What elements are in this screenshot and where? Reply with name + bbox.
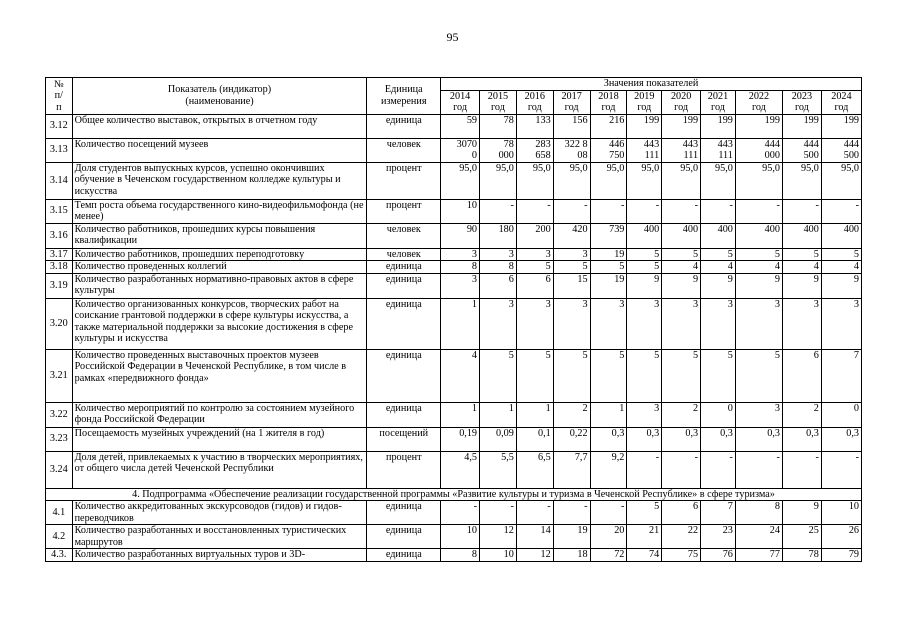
- value-cell: -: [516, 199, 553, 223]
- value-cell: 10: [441, 525, 480, 549]
- value-cell: 739: [590, 223, 627, 248]
- row-number: 3.19: [46, 273, 73, 298]
- value-cell: -: [441, 501, 480, 525]
- indicator-name: Темп роста объема государственного кино-видеофильмофонда (не менее): [72, 199, 367, 223]
- unit-cell: единица: [367, 549, 441, 562]
- value-cell: 443 111: [662, 138, 701, 162]
- value-cell: 77: [735, 549, 782, 562]
- value-cell: 180: [480, 223, 517, 248]
- year-header: 2022 год: [735, 90, 782, 114]
- indicator-name: Количество работников, прошедших переподготовку: [72, 248, 367, 261]
- value-cell: 3: [735, 298, 782, 349]
- value-cell: 444 500: [782, 138, 821, 162]
- value-cell: 400: [821, 223, 861, 248]
- value-cell: 95,0: [735, 162, 782, 199]
- value-cell: 19: [553, 525, 590, 549]
- value-cell: 133: [516, 114, 553, 138]
- value-cell: 3: [782, 298, 821, 349]
- value-cell: 95,0: [627, 162, 662, 199]
- unit-cell: единица: [367, 525, 441, 549]
- year-header: 2014 год: [441, 90, 480, 114]
- table-row: [46, 402, 862, 427]
- value-cell: 2: [782, 402, 821, 427]
- row-number: 3.20: [46, 298, 73, 349]
- table-row: [46, 223, 862, 248]
- value-cell: -: [782, 199, 821, 223]
- section-row: [46, 488, 862, 501]
- year-header: 2017 год: [553, 90, 590, 114]
- value-cell: 0,09: [480, 427, 517, 451]
- row-number: 3.21: [46, 349, 73, 402]
- value-cell: 3: [735, 402, 782, 427]
- value-cell: 5: [821, 248, 861, 261]
- value-cell: -: [701, 451, 736, 488]
- value-cell: 420: [553, 223, 590, 248]
- value-cell: 12: [480, 525, 517, 549]
- value-cell: 3: [441, 248, 480, 261]
- value-cell: 446 750: [590, 138, 627, 162]
- value-cell: 1: [516, 402, 553, 427]
- row-number: 3.12: [46, 114, 73, 138]
- value-cell: 5: [735, 248, 782, 261]
- value-cell: 400: [662, 223, 701, 248]
- value-cell: 0,3: [735, 427, 782, 451]
- value-cell: 3: [553, 298, 590, 349]
- value-cell: 3: [553, 248, 590, 261]
- value-cell: 3: [590, 298, 627, 349]
- value-cell: 5: [662, 248, 701, 261]
- value-cell: 4: [701, 261, 736, 274]
- value-cell: 78: [480, 114, 517, 138]
- year-header: 2015 год: [480, 90, 517, 114]
- value-cell: 1: [590, 402, 627, 427]
- indicator-name: Посещаемость музейных учреждений (на 1 жителя в год): [72, 427, 367, 451]
- value-cell: 1: [441, 402, 480, 427]
- unit-cell: человек: [367, 248, 441, 261]
- value-cell: 12: [516, 549, 553, 562]
- value-cell: 3: [701, 298, 736, 349]
- indicator-name: Общее количество выставок, открытых в отчетном году: [72, 114, 367, 138]
- value-cell: 3: [627, 402, 662, 427]
- value-cell: 21: [627, 525, 662, 549]
- value-cell: -: [662, 199, 701, 223]
- value-cell: 3: [662, 298, 701, 349]
- unit-cell: посещений: [367, 427, 441, 451]
- value-cell: 400: [782, 223, 821, 248]
- value-cell: 9,2: [590, 451, 627, 488]
- indicator-name: Количество организованных конкурсов, творческих работ на соискание грантовой поддержки в сфере культуры искусства, а также материальной поддержки за высокие достижения в сфере культуры и искусства: [72, 298, 367, 349]
- value-cell: 400: [701, 223, 736, 248]
- value-cell: -: [627, 199, 662, 223]
- year-header: 2018 год: [590, 90, 627, 114]
- unit-cell: человек: [367, 138, 441, 162]
- value-cell: 199: [821, 114, 861, 138]
- row-number: 3.23: [46, 427, 73, 451]
- section-title: 4. Подпрограмма «Обеспечение реализации государственной программы «Развитие культуры и туризма в Чеченской Республике» в сфере туризма»: [46, 488, 862, 501]
- value-cell: 400: [735, 223, 782, 248]
- value-cell: 7,7: [553, 451, 590, 488]
- value-cell: 0,3: [662, 427, 701, 451]
- value-cell: -: [516, 501, 553, 525]
- value-cell: 20: [590, 525, 627, 549]
- value-cell: -: [735, 199, 782, 223]
- value-cell: 0,19: [441, 427, 480, 451]
- value-cell: -: [821, 199, 861, 223]
- value-cell: 8: [441, 549, 480, 562]
- value-cell: 4: [821, 261, 861, 274]
- value-cell: 25: [782, 525, 821, 549]
- value-cell: 443 111: [701, 138, 736, 162]
- value-cell: 5: [701, 248, 736, 261]
- unit-cell: единица: [367, 501, 441, 525]
- indicator-name: Количество аккредитованных экскурсоводов (гидов) и гидов-переводчиков: [72, 501, 367, 525]
- value-cell: 26: [821, 525, 861, 549]
- table-row: [46, 273, 862, 298]
- indicator-name: Количество проведенных коллегий: [72, 261, 367, 274]
- unit-cell: процент: [367, 199, 441, 223]
- indicator-name: Количество разработанных нормативно-правовых актов в сфере культуры: [72, 273, 367, 298]
- table-row: [46, 501, 862, 525]
- value-cell: -: [480, 501, 517, 525]
- value-cell: 199: [735, 114, 782, 138]
- value-cell: 5: [735, 349, 782, 402]
- unit-cell: единица: [367, 402, 441, 427]
- value-cell: 3: [821, 298, 861, 349]
- value-cell: 8: [480, 261, 517, 274]
- value-cell: 3: [516, 298, 553, 349]
- year-header: 2023 год: [782, 90, 821, 114]
- value-cell: 444 000: [735, 138, 782, 162]
- value-cell: -: [553, 199, 590, 223]
- value-cell: 4: [662, 261, 701, 274]
- value-cell: 23: [701, 525, 736, 549]
- value-cell: 5,5: [480, 451, 517, 488]
- value-cell: 5: [627, 501, 662, 525]
- value-cell: 95,0: [441, 162, 480, 199]
- unit-cell: человек: [367, 223, 441, 248]
- value-cell: 18: [553, 549, 590, 562]
- value-cell: 6: [662, 501, 701, 525]
- table-row: [46, 114, 862, 138]
- table-row: [46, 248, 862, 261]
- unit-cell: единица: [367, 298, 441, 349]
- value-cell: 0: [701, 402, 736, 427]
- row-number: 4.2: [46, 525, 73, 549]
- unit-cell: процент: [367, 451, 441, 488]
- value-cell: -: [590, 199, 627, 223]
- value-cell: -: [735, 451, 782, 488]
- value-cell: 0,3: [590, 427, 627, 451]
- value-cell: 95,0: [701, 162, 736, 199]
- row-number: 3.18: [46, 261, 73, 274]
- value-cell: 199: [662, 114, 701, 138]
- year-header: 2019 год: [627, 90, 662, 114]
- table-row: [46, 162, 862, 199]
- indicator-name: Количество проведенных выставочных проектов музеев Российской Федерации в Чеченской Республике, в том числе в рамках «передвижного фонда»: [72, 349, 367, 402]
- year-header: 2020 год: [662, 90, 701, 114]
- header-values: Значения показателей: [441, 78, 862, 91]
- value-cell: -: [553, 501, 590, 525]
- indicators-table: [45, 77, 862, 562]
- value-cell: 200: [516, 223, 553, 248]
- value-cell: 0,3: [782, 427, 821, 451]
- value-cell: -: [701, 199, 736, 223]
- page-number: 95: [446, 30, 459, 44]
- value-cell: 4: [735, 261, 782, 274]
- value-cell: 95,0: [782, 162, 821, 199]
- value-cell: 95,0: [590, 162, 627, 199]
- table-row: [46, 549, 862, 562]
- table-row: [46, 525, 862, 549]
- value-cell: 443 111: [627, 138, 662, 162]
- value-cell: 4: [782, 261, 821, 274]
- table-row: [46, 199, 862, 223]
- row-number: 3.14: [46, 162, 73, 199]
- indicator-name: Количество работников, прошедших курсы повышения квалификации: [72, 223, 367, 248]
- value-cell: 0,3: [627, 427, 662, 451]
- value-cell: 14: [516, 525, 553, 549]
- value-cell: 5: [553, 261, 590, 274]
- table-row: [46, 261, 862, 274]
- value-cell: 59: [441, 114, 480, 138]
- header-unit: Единица измерения: [367, 78, 441, 115]
- row-number: 4.3.: [46, 549, 73, 562]
- value-cell: 24: [735, 525, 782, 549]
- value-cell: 95,0: [480, 162, 517, 199]
- year-header: 2021 год: [701, 90, 736, 114]
- unit-cell: единица: [367, 349, 441, 402]
- value-cell: 0: [821, 402, 861, 427]
- unit-cell: единица: [367, 273, 441, 298]
- value-cell: 5: [553, 349, 590, 402]
- indicator-name: Количество разработанных и восстановленных туристических маршрутов: [72, 525, 367, 549]
- value-cell: 90: [441, 223, 480, 248]
- value-cell: 5: [627, 248, 662, 261]
- value-cell: 5: [516, 261, 553, 274]
- row-number: 3.22: [46, 402, 73, 427]
- value-cell: 72: [590, 549, 627, 562]
- value-cell: 6: [516, 273, 553, 298]
- value-cell: 22: [662, 525, 701, 549]
- value-cell: 7: [821, 349, 861, 402]
- value-cell: 78: [782, 549, 821, 562]
- value-cell: 3: [480, 298, 517, 349]
- value-cell: 444 500: [821, 138, 861, 162]
- value-cell: 76: [701, 549, 736, 562]
- value-cell: 9: [782, 501, 821, 525]
- value-cell: 19: [590, 248, 627, 261]
- value-cell: 79: [821, 549, 861, 562]
- unit-cell: единица: [367, 261, 441, 274]
- value-cell: 322 8 08: [553, 138, 590, 162]
- table-row: [46, 298, 862, 349]
- value-cell: -: [782, 451, 821, 488]
- value-cell: 95,0: [553, 162, 590, 199]
- value-cell: 9: [662, 273, 701, 298]
- value-cell: 95,0: [662, 162, 701, 199]
- value-cell: 8: [735, 501, 782, 525]
- value-cell: -: [480, 199, 517, 223]
- value-cell: 9: [821, 273, 861, 298]
- value-cell: 216: [590, 114, 627, 138]
- value-cell: 6: [480, 273, 517, 298]
- value-cell: 5: [480, 349, 517, 402]
- row-number: 4.1: [46, 501, 73, 525]
- value-cell: 9: [735, 273, 782, 298]
- value-cell: 2: [662, 402, 701, 427]
- header-indicator: Показатель (индикатор) (наименование): [72, 78, 367, 115]
- value-cell: 156: [553, 114, 590, 138]
- value-cell: 5: [590, 349, 627, 402]
- value-cell: 10: [480, 549, 517, 562]
- value-cell: 5: [627, 349, 662, 402]
- value-cell: 15: [553, 273, 590, 298]
- row-number: 3.16: [46, 223, 73, 248]
- value-cell: 8: [441, 261, 480, 274]
- table-row: [46, 349, 862, 402]
- table-row: [46, 138, 862, 162]
- indicator-name: Количество посещений музеев: [72, 138, 367, 162]
- value-cell: -: [662, 451, 701, 488]
- value-cell: 0,3: [701, 427, 736, 451]
- value-cell: 95,0: [516, 162, 553, 199]
- value-cell: 199: [627, 114, 662, 138]
- unit-cell: процент: [367, 162, 441, 199]
- value-cell: 0,3: [821, 427, 861, 451]
- value-cell: 19: [590, 273, 627, 298]
- value-cell: 10: [441, 199, 480, 223]
- value-cell: 2: [553, 402, 590, 427]
- value-cell: 10: [821, 501, 861, 525]
- value-cell: 5: [782, 248, 821, 261]
- value-cell: 9: [627, 273, 662, 298]
- year-header: 2024 год: [821, 90, 861, 114]
- value-cell: -: [590, 501, 627, 525]
- value-cell: 6: [782, 349, 821, 402]
- indicator-name: Количество мероприятий по контролю за состоянием музейного фонда Российской Федерации: [72, 402, 367, 427]
- value-cell: 9: [701, 273, 736, 298]
- table-row: [46, 451, 862, 488]
- value-cell: 9: [782, 273, 821, 298]
- value-cell: 3: [516, 248, 553, 261]
- value-cell: 400: [627, 223, 662, 248]
- value-cell: 1: [441, 298, 480, 349]
- value-cell: -: [821, 451, 861, 488]
- value-cell: 1: [480, 402, 517, 427]
- value-cell: 0,1: [516, 427, 553, 451]
- value-cell: 199: [701, 114, 736, 138]
- indicator-name: Доля студентов выпускных курсов, успешно окончивших обучение в Чеченском государственном колледже культуры и искусства: [72, 162, 367, 199]
- value-cell: -: [627, 451, 662, 488]
- value-cell: 0,22: [553, 427, 590, 451]
- header-num: № п/ п: [46, 78, 73, 115]
- value-cell: 74: [627, 549, 662, 562]
- value-cell: 3070 0: [441, 138, 480, 162]
- value-cell: 5: [662, 349, 701, 402]
- value-cell: 3: [441, 273, 480, 298]
- value-cell: 3: [480, 248, 517, 261]
- value-cell: 4,5: [441, 451, 480, 488]
- value-cell: 5: [701, 349, 736, 402]
- row-number: 3.15: [46, 199, 73, 223]
- value-cell: 95,0: [821, 162, 861, 199]
- value-cell: 5: [516, 349, 553, 402]
- row-number: 3.17: [46, 248, 73, 261]
- table-row: [46, 427, 862, 451]
- value-cell: 78 000: [480, 138, 517, 162]
- row-number: 3.24: [46, 451, 73, 488]
- value-cell: 199: [782, 114, 821, 138]
- value-cell: 7: [701, 501, 736, 525]
- unit-cell: единица: [367, 114, 441, 138]
- indicator-name: Доля детей, привлекаемых к участию в творческих мероприятиях, от общего числа детей Чеченской Республики: [72, 451, 367, 488]
- value-cell: 283 658: [516, 138, 553, 162]
- value-cell: 5: [627, 261, 662, 274]
- year-header: 2016 год: [516, 90, 553, 114]
- value-cell: 4: [441, 349, 480, 402]
- value-cell: 5: [590, 261, 627, 274]
- row-number: 3.13: [46, 138, 73, 162]
- indicator-name: Количество разработанных виртуальных туров и 3D-: [72, 549, 367, 562]
- value-cell: 3: [627, 298, 662, 349]
- value-cell: 75: [662, 549, 701, 562]
- value-cell: 6,5: [516, 451, 553, 488]
